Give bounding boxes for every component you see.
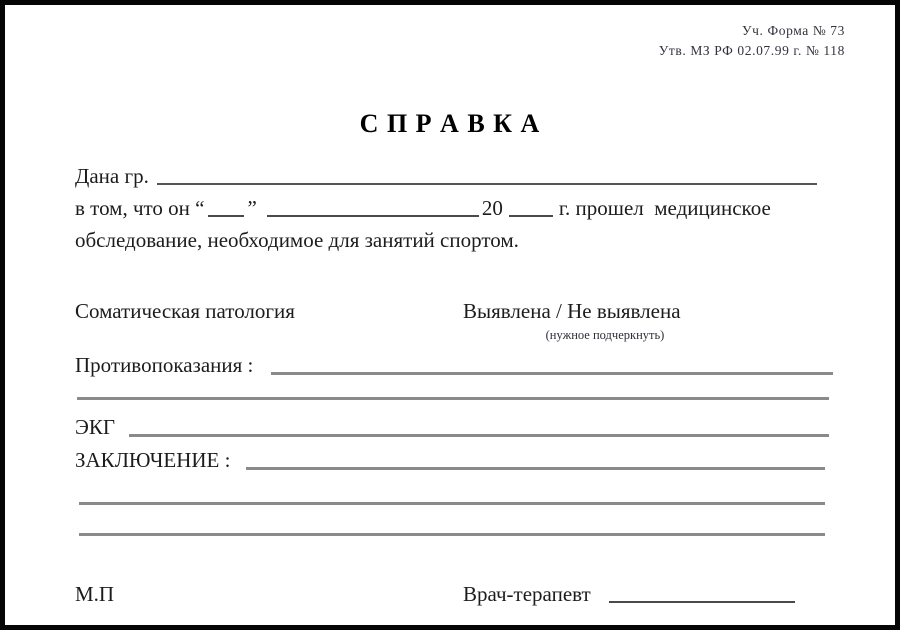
underline-note: (нужное подчеркнуть) [545, 328, 665, 342]
conclusion-row [75, 447, 825, 473]
form-code: Уч. Форма № 73 [741, 23, 845, 38]
ecg-label: ЭКГ [75, 415, 116, 439]
form-designation [659, 21, 845, 61]
contraindications-blank [271, 372, 833, 375]
contraindications-row [75, 352, 833, 378]
ecg-row [75, 414, 829, 440]
statement-year-prefix: 20 [481, 196, 503, 220]
statement-part3: обследование, необходимое для занятий спортом. [75, 228, 519, 252]
somatic-pathology-options: Выявлена / Не выявлена [463, 299, 681, 323]
ruled-line-1 [77, 397, 829, 400]
day-blank [208, 215, 244, 217]
statement-part2: г. прошел медицинское [558, 196, 771, 220]
month-blank [267, 215, 479, 217]
doctor-signature-row [463, 581, 795, 607]
issued-to-row [75, 163, 817, 189]
issued-to-label: Дана гр. [75, 164, 149, 188]
contraindications-label: Противопоказания : [75, 353, 254, 377]
form-title: С П Р А В К А [359, 109, 541, 138]
conclusion-label: ЗАКЛЮЧЕНИЕ : [75, 448, 231, 472]
ruled-line-2 [79, 502, 825, 505]
statement-part1: в том, что он “ [75, 196, 205, 220]
statement-close-quote: ” [247, 196, 257, 220]
ruled-line-3 [79, 533, 825, 536]
stamp-label: М.П [75, 582, 115, 606]
conclusion-blank [246, 467, 825, 470]
approval-note: Утв. МЗ РФ 02.07.99 г. № 118 [658, 43, 845, 58]
somatic-pathology-label: Соматическая патология [75, 299, 295, 323]
ecg-blank [129, 434, 829, 437]
statement-row [75, 195, 771, 221]
year-blank [509, 215, 553, 217]
doctor-title-label: Врач-терапевт [463, 582, 591, 606]
issued-to-blank [157, 183, 817, 185]
doctor-signature-blank [609, 601, 795, 603]
